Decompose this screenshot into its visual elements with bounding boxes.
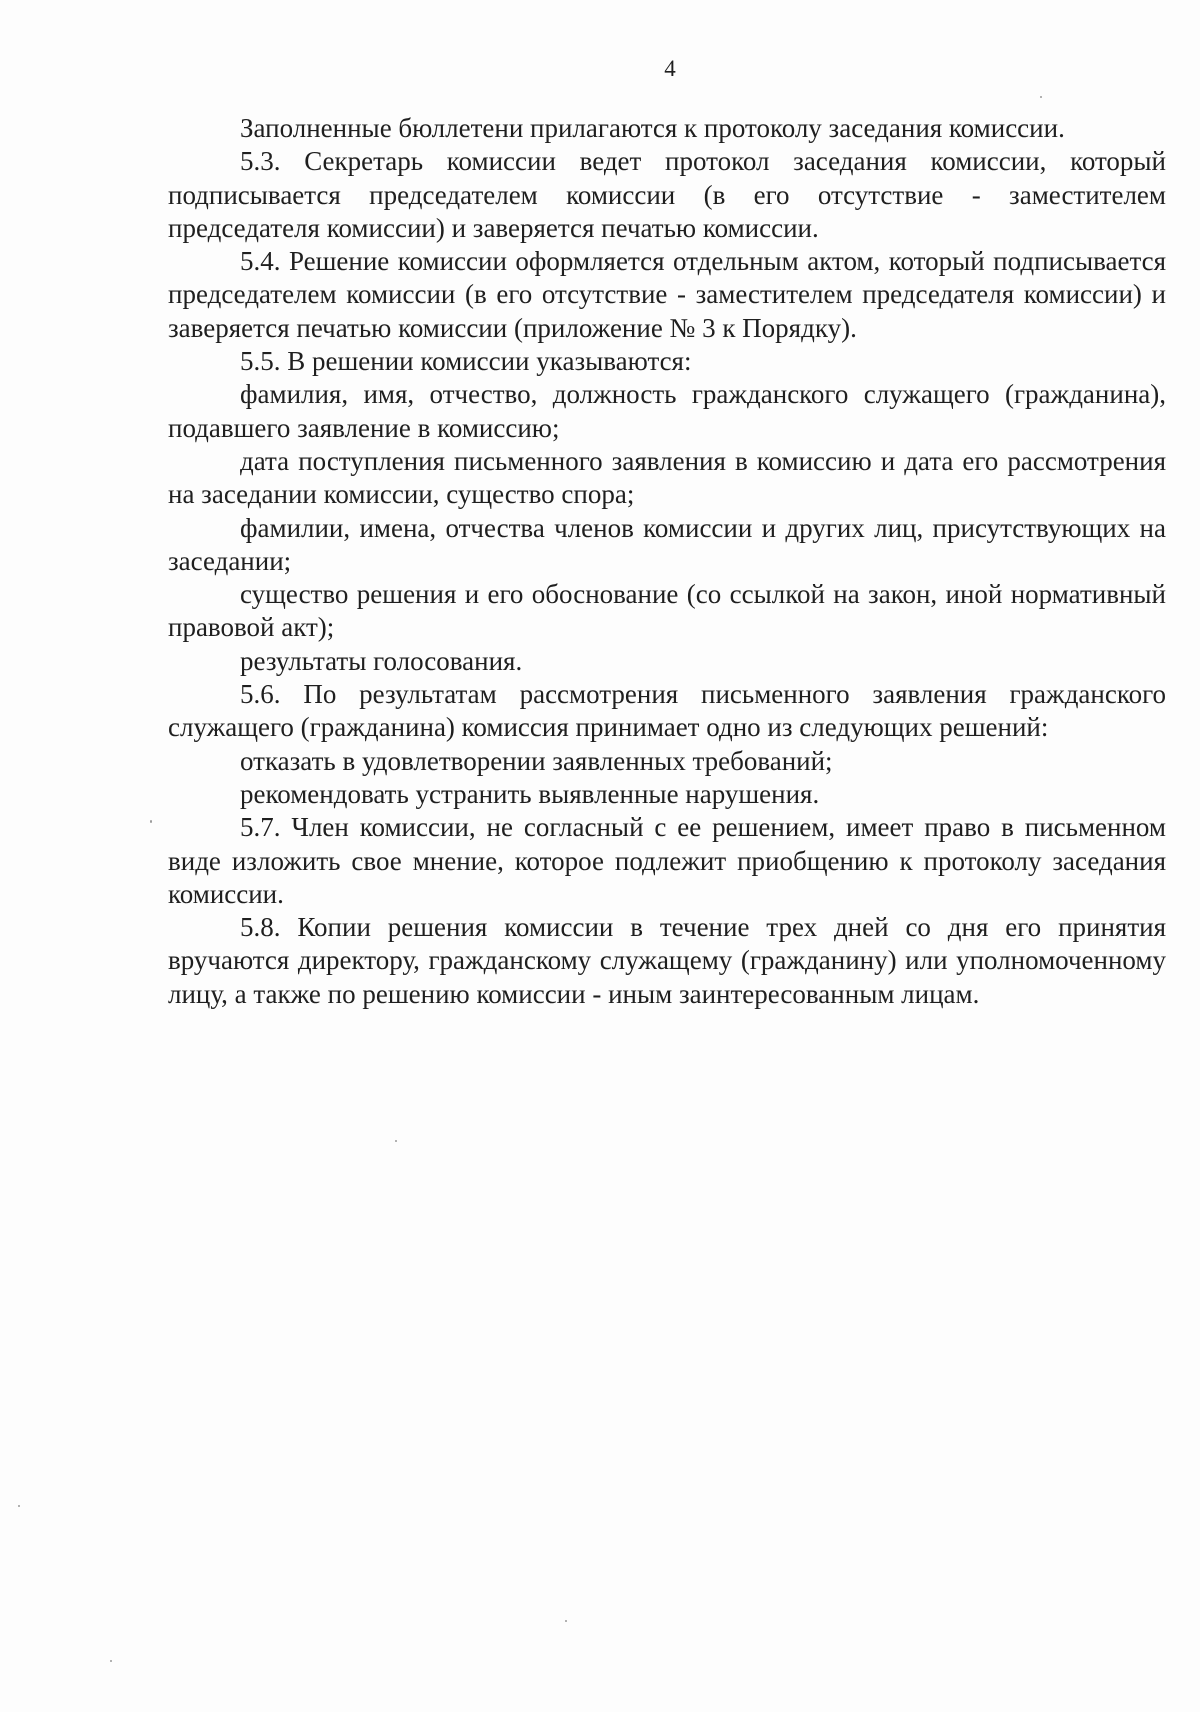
scan-speck [1040, 96, 1042, 98]
scan-speck [150, 820, 152, 823]
paragraph-5-5: 5.5. В решении комиссии указываются: [240, 346, 692, 377]
scan-speck [395, 1140, 397, 1142]
list-item-voting-results: результаты голосования. [240, 645, 523, 676]
document-body [168, 112, 1166, 1011]
scan-speck [565, 1620, 567, 1622]
paragraph-ballots: Заполненные бюллетени прилагаются к протоколу заседания комиссии. [240, 113, 1065, 143]
list-item-full-name: фамилия, имя, отчество, должность гражданского служащего (гражданина), подавшего заявление в комиссию; [168, 379, 1166, 443]
scan-speck [18, 1505, 20, 1507]
scan-speck [110, 1660, 112, 1662]
list-item-refuse: отказать в удовлетворении заявленных требований; [240, 745, 833, 776]
list-item-decision-essence: существо решения и его обоснование (со ссылкой на закон, иной нормативный правовой акт); [168, 579, 1166, 643]
paragraph-5-7: 5.7. Член комиссии, не согласный с ее решением, имеет право в письменном виде изложить свое мнение, которое подлежит приобщению к протоколу заседания комиссии. [168, 812, 1166, 909]
page-number: 4 [664, 56, 676, 81]
paragraph-5-6: 5.6. По результатам рассмотрения письменного заявления гражданского служащего (гражданина) комиссия принимает одно из следующих решений: [168, 679, 1166, 743]
paragraph-5-4: 5.4. Решение комиссии оформляется отдельным актом, который подписывается председателем комиссии (в его отсутствие - заместителем председателя комиссии) и заверяется печатью комиссии (приложение № 3 к Порядку). [168, 246, 1166, 343]
paragraph-5-8: 5.8. Копии решения комиссии в течение трех дней со дня его принятия вручаются директору, гражданскому служащему (гражданину) или уполномоченному лицу, а также по решению комиссии - иным заинтересованным лицам. [168, 912, 1166, 1009]
list-item-attendees: фамилии, имена, отчества членов комиссии и других лиц, присутствующих на заседании; [168, 512, 1166, 576]
list-item-dates: дата поступления письменного заявления в комиссию и дата его рассмотрения на заседании комиссии, существо спора; [168, 445, 1166, 510]
list-item-recommend: рекомендовать устранить выявленные нарушения. [240, 778, 820, 809]
paragraph-5-3: 5.3. Секретарь комиссии ведет протокол заседания комиссии, который подписывается председателем комиссии (в его отсутствие - заместителем председателя комиссии) и заверяется печатью комиссии. [168, 146, 1166, 243]
